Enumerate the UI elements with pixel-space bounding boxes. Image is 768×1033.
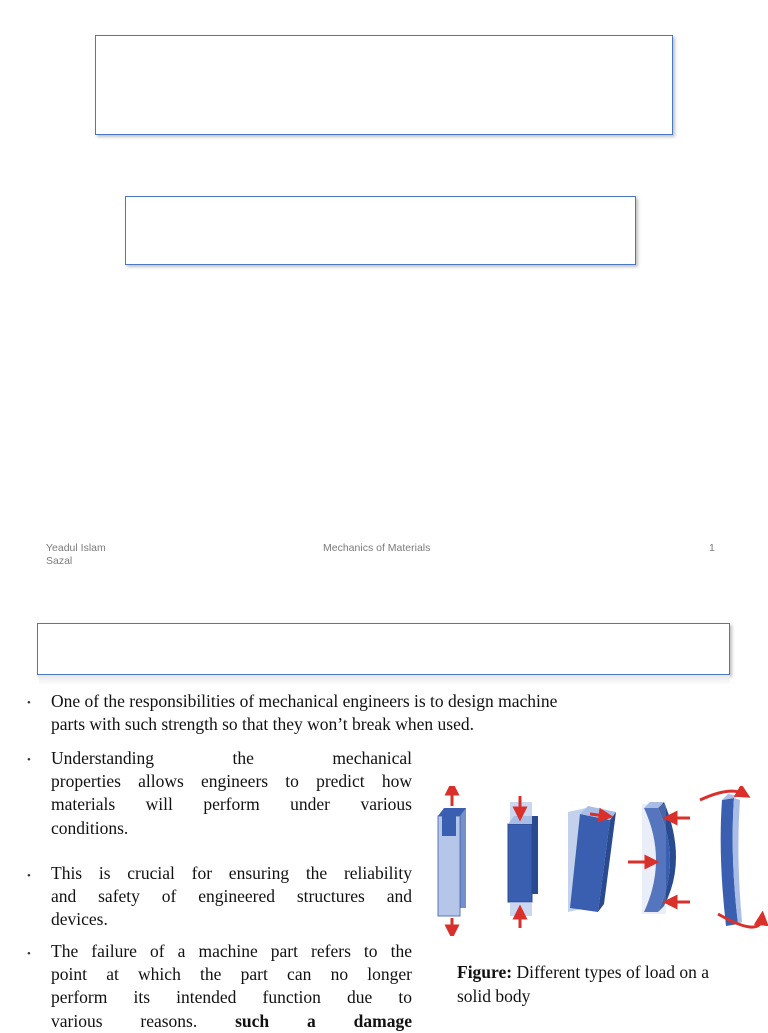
paragraph-2-line: materials will perform under various [51,794,412,815]
footer-author [46,542,106,568]
footer-author-line1: Yeadul Islam [46,542,106,554]
paragraph-4-line: The failure of a machine part refers to the [51,941,412,961]
paragraph-4 [51,940,412,1033]
paragraph-2 [51,747,412,840]
paragraph-4-line: point at which the part can no longer [51,964,412,985]
partial-line-normal: various reasons. [51,1010,198,1031]
paragraph-3-line: and safety of engineered structures and [51,886,412,907]
title-placeholder [95,35,673,135]
title-shadow-strip [39,675,730,685]
paragraph-3 [51,862,412,932]
footer-course: Mechanics of Materials [323,542,431,554]
shear-bar-icon [568,806,616,912]
bending-bar-icon [628,802,690,914]
slide2-title-placeholder [37,623,730,675]
load-types-figure [430,786,768,936]
tension-bar-icon [438,788,466,932]
bullet-3: • [27,870,31,882]
bullet-4: • [27,948,31,960]
paragraph-1-line: One of the responsibilities of mechanical engineers is to design machine [51,691,558,711]
paragraph-3-line: devices. [51,909,108,930]
paragraph-4-line: perform its intended function due to [51,987,412,1008]
bullet-2: • [27,754,31,766]
torsion-bar-icon [700,791,762,927]
footer-author-line2: Sazal [46,555,73,567]
partial-line-bold: such a damage [235,1010,412,1031]
figure-caption [457,961,737,1008]
paragraph-4-partial-line [51,1010,412,1033]
paragraph-2-line: conditions. [51,817,129,838]
paragraph-1-line: parts with such strength so that they won’t break when used. [51,714,474,735]
paragraph-2-line: Understanding the mechanical [51,748,412,768]
figure-caption-label: Figure: [457,962,513,982]
paragraph-3-line: This is crucial for ensuring the reliability [51,863,412,883]
paragraph-1 [51,690,691,736]
compression-bar-icon [508,796,538,928]
footer-page-number: 1 [709,542,715,554]
subtitle-placeholder [125,196,636,265]
bullet-1: • [27,697,31,709]
paragraph-2-line: properties allows engineers to predict how [51,771,412,792]
figure-caption-text: Different types of load on a solid body [457,962,710,1006]
